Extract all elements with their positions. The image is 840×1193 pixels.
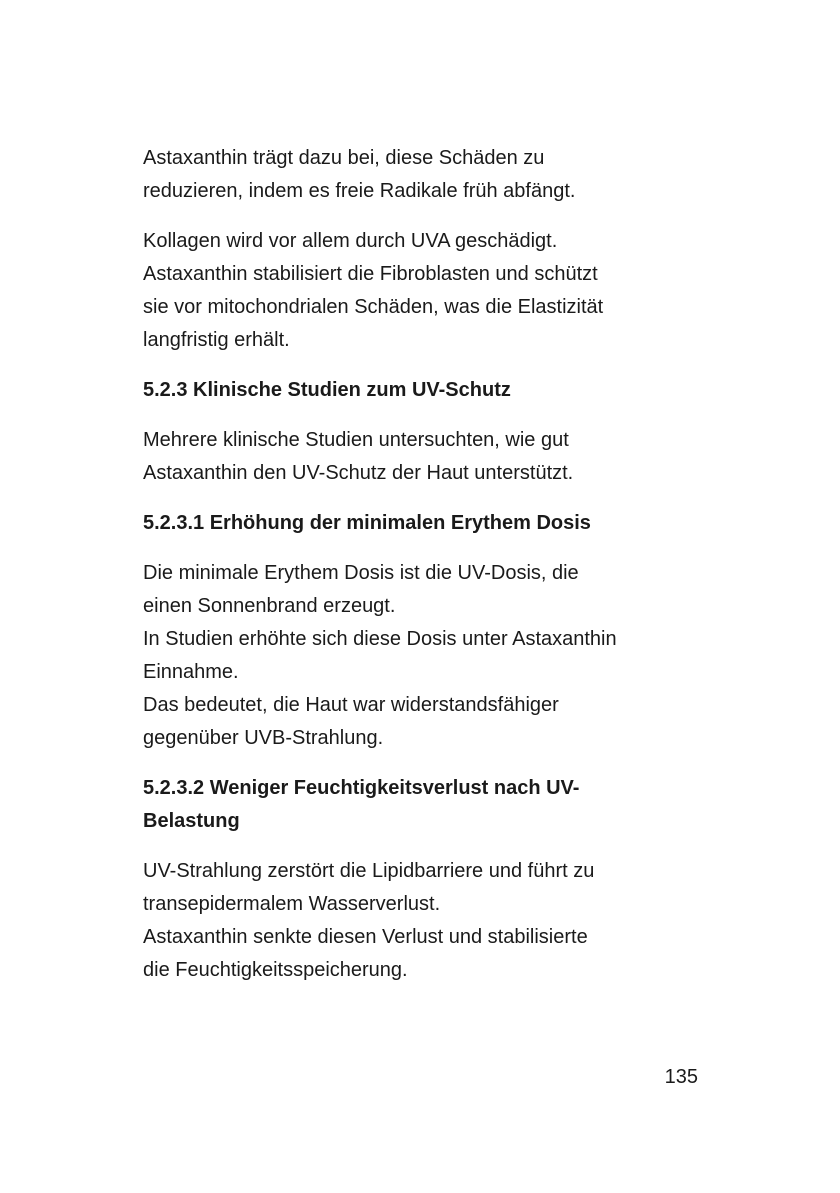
paragraph-erythem-dosis — [143, 557, 713, 755]
section-heading-erythem-dosis — [143, 507, 713, 540]
paragraph-clinical-studies — [143, 424, 713, 490]
text-line: gegenüber UVB-Strahlung. — [143, 727, 384, 749]
section-heading-moisture-loss — [143, 772, 713, 838]
text-line: die Feuchtigkeitsspeicherung. — [143, 959, 408, 981]
text-line: Astaxanthin stabilisiert die Fibroblasten und schützt — [143, 263, 598, 285]
paragraph-moisture-loss — [143, 855, 713, 987]
text-line: Die minimale Erythem Dosis ist die UV-Dosis, die — [143, 562, 579, 584]
paragraph-astaxanthin-radicals — [143, 142, 713, 208]
heading-line: 5.2.3.2 Weniger Feuchtigkeitsverlust nach UV- — [143, 777, 580, 799]
paragraph-collagen — [143, 225, 713, 357]
text-line: Astaxanthin trägt dazu bei, diese Schäden zu — [143, 147, 545, 169]
text-line: Mehrere klinische Studien untersuchten, wie gut — [143, 429, 569, 451]
text-line: reduzieren, indem es freie Radikale früh abfängt. — [143, 180, 576, 202]
page-number: 135 — [664, 1066, 698, 1088]
heading-line: Belastung — [143, 810, 240, 832]
text-line: UV-Strahlung zerstört die Lipidbarriere und führt zu — [143, 860, 595, 882]
section-heading-clinical-studies — [143, 374, 713, 407]
text-line: Einnahme. — [143, 661, 239, 683]
text-line: transepidermalem Wasserverlust. — [143, 893, 441, 915]
text-line: Kollagen wird vor allem durch UVA geschädigt. — [143, 230, 558, 252]
text-line: Das bedeutet, die Haut war widerstandsfähiger — [143, 694, 559, 716]
text-line: einen Sonnenbrand erzeugt. — [143, 595, 396, 617]
heading-line: 5.2.3 Klinische Studien zum UV-Schutz — [143, 379, 511, 401]
text-line: Astaxanthin senkte diesen Verlust und stabilisierte — [143, 926, 588, 948]
text-line: sie vor mitochondrialen Schäden, was die Elastizität — [143, 296, 604, 318]
text-line: langfristig erhält. — [143, 329, 290, 351]
heading-line: 5.2.3.1 Erhöhung der minimalen Erythem Dosis — [143, 512, 591, 534]
text-line: Astaxanthin den UV-Schutz der Haut unterstützt. — [143, 462, 574, 484]
page-content — [143, 142, 713, 1004]
text-line: In Studien erhöhte sich diese Dosis unter Astaxanthin — [143, 628, 617, 650]
